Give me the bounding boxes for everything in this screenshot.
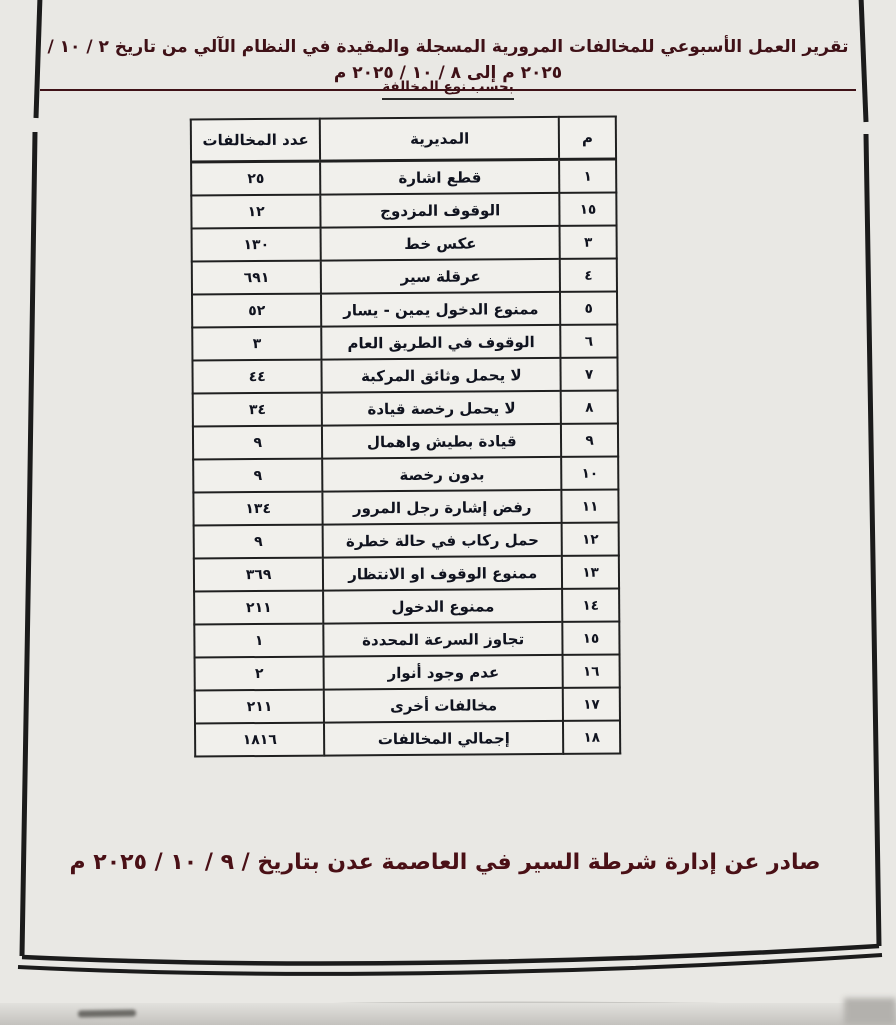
row-index: ١٦	[563, 655, 620, 688]
violation-count: ٦٩١	[192, 261, 322, 295]
row-index: ١٣	[562, 556, 619, 589]
table-row	[193, 490, 618, 526]
scan-smudge-left	[78, 1009, 136, 1017]
violation-name: قطع اشارة	[320, 159, 559, 194]
violation-name: إجمالي المخالفات	[324, 721, 563, 756]
violation-name: ممنوع الدخول	[323, 589, 562, 624]
row-index: ١٥	[562, 622, 619, 655]
violation-count: ٩	[193, 459, 323, 493]
row-index: ١٥	[559, 193, 616, 226]
violation-count: ١	[194, 624, 324, 658]
violation-name: قيادة بطيش واهمال	[322, 424, 561, 459]
violation-name: حمل ركاب في حالة خطرة	[323, 523, 562, 558]
table-row	[194, 556, 619, 592]
table-row	[193, 424, 618, 460]
table-row	[192, 226, 617, 262]
table-row	[192, 292, 617, 328]
table-row	[195, 688, 620, 724]
violation-count: ٣٦٩	[194, 558, 324, 592]
violation-name: عدم وجود أنوار	[324, 655, 563, 690]
row-index: ٤	[560, 259, 617, 292]
table-row	[193, 391, 618, 427]
row-index: ١١	[562, 490, 619, 523]
header-row	[191, 117, 616, 162]
subtitle-block	[40, 76, 856, 100]
violation-count: ٥٢	[192, 294, 322, 328]
header-directorate: المديرية	[320, 117, 559, 161]
violation-count: ٤٤	[192, 360, 322, 394]
report-subtitle: بحسب نوع المخالفة	[382, 79, 514, 100]
violations-table-body	[191, 159, 620, 756]
row-index: ٨	[561, 391, 618, 424]
row-index: ٧	[561, 358, 618, 391]
violation-count: ١٣٠	[192, 228, 322, 262]
table-row	[194, 523, 619, 559]
violation-count: ٢١١	[194, 591, 324, 625]
row-index: ١٨	[563, 721, 620, 754]
violation-count: ٣	[192, 327, 322, 361]
scan-shade-right	[844, 998, 896, 1025]
violation-count: ٢٥	[191, 161, 321, 195]
table-row	[192, 325, 617, 361]
header-violation-count: عدد المخالفات	[191, 119, 321, 162]
violation-name: ممنوع الوقوف او الانتظار	[323, 556, 562, 591]
violations-table-wrap	[190, 116, 621, 758]
row-index: ٦	[560, 325, 617, 358]
table-row	[192, 259, 617, 295]
violation-name: لا يحمل وثائق المركبة	[322, 358, 561, 393]
table-row	[191, 159, 616, 195]
violation-count: ٩	[194, 525, 324, 559]
violation-name: رفض إشارة رجل المرور	[323, 490, 562, 525]
violations-table-head	[191, 117, 616, 162]
violation-count: ١٣٤	[193, 492, 323, 526]
issuing-authority-line: صادر عن إدارة شرطة السير في العاصمة عدن بتاريخ / ٩ / ١٠ / ٢٠٢٥ م	[69, 850, 821, 875]
violation-name: عكس خط	[321, 226, 560, 261]
violation-name: الوقوف في الطريق العام	[322, 325, 561, 360]
violation-name: تجاوز السرعة المحددة	[324, 622, 563, 657]
row-index: ١٧	[563, 688, 620, 721]
violation-name: الوقوف المزدوج	[321, 193, 560, 228]
row-index: ١٤	[562, 589, 619, 622]
violation-name: لا يحمل رخصة قيادة	[322, 391, 561, 426]
table-row	[193, 457, 618, 493]
row-index: ١	[559, 159, 616, 193]
table-row	[194, 622, 619, 658]
row-index: ١٠	[561, 457, 618, 490]
violation-name: مخالفات أخرى	[324, 688, 563, 723]
violation-name: ممنوع الدخول يمين - يسار	[321, 292, 560, 327]
violation-name: عرقلة سير	[321, 259, 560, 294]
violation-count: ٣٤	[193, 393, 323, 427]
header-index: م	[559, 117, 616, 160]
table-row	[191, 193, 616, 229]
report-title: تقرير العمل الأسبوعي للمخالفات المرورية المسجلة والمقيدة في النظام الآلي من تاريخ ٢ / ١٠ / ٢٠٢٥ م إلى ٨ / ١٠ / ٢٠٢٥ م	[40, 34, 856, 91]
table-row	[195, 655, 620, 691]
violation-count: ٢١١	[195, 690, 325, 724]
violation-count: ٩	[193, 426, 323, 460]
footer-block	[60, 846, 830, 880]
violation-count: ٢	[195, 657, 325, 691]
violation-count: ١٨١٦	[195, 723, 325, 757]
violation-name: بدون رخصة	[322, 457, 561, 492]
table-row	[192, 358, 617, 394]
row-index: ١٢	[562, 523, 619, 556]
violations-table	[190, 116, 621, 758]
table-row	[194, 589, 619, 625]
row-index: ٣	[560, 226, 617, 259]
table-row	[195, 721, 620, 757]
row-index: ٩	[561, 424, 618, 457]
violation-count: ١٢	[191, 195, 321, 229]
row-index: ٥	[560, 292, 617, 325]
